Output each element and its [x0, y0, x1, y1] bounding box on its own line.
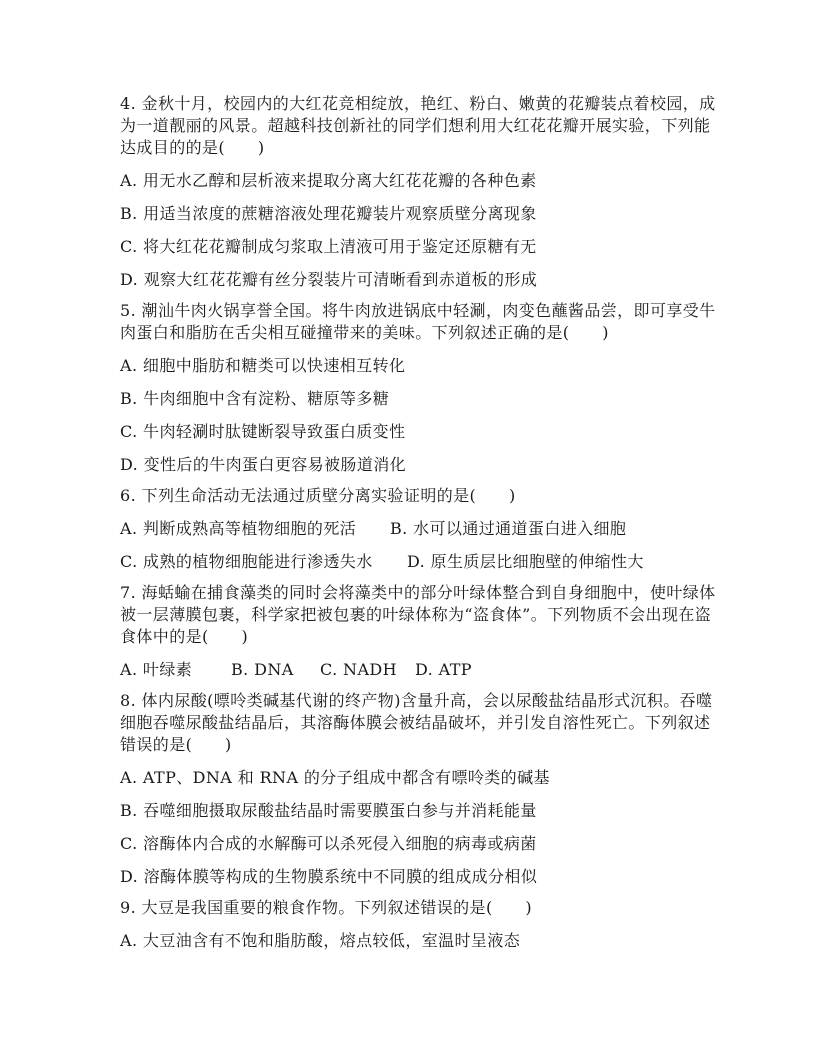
question-5-stem: 5. 潮汕牛肉火锅享誉全国。将牛肉放进锅底中轻涮，肉变色蘸酱品尝，即可享受牛肉蛋白和脂肪在舌尖相互碰撞带来的美味。下列叙述正确的是( )	[120, 301, 716, 342]
question-7-option-b: B. DNA	[231, 660, 294, 679]
question-6-option-a: A. 判断成熟高等植物细胞的死活	[120, 519, 357, 538]
question-6-option-b: B. 水可以通过通道蛋白进入细胞	[390, 519, 627, 538]
question-9-option-a: A. 大豆油含有不饱和脂肪酸，熔点较低，室温时呈液态	[120, 931, 521, 950]
question-8-option-d: D. 溶酶体膜等构成的生物膜系统中不同膜的组成成分相似	[120, 867, 538, 886]
question-8-option-c: C. 溶酶体内合成的水解酶可以杀死侵入细胞的病毒或病菌	[120, 834, 537, 853]
question-5-option-a: A. 细胞中脂肪和糖类可以快速相互转化	[120, 356, 406, 375]
question-7-option-a: A. 叶绿素	[120, 660, 193, 679]
question-5-option-c: C. 牛肉轻涮时肽键断裂导致蛋白质变性	[120, 422, 406, 441]
question-5-option-b: B. 牛肉细胞中含有淀粉、糖原等多糖	[120, 389, 390, 408]
question-8-option-a: A. ATP、DNA 和 RNA 的分子组成中都含有嘌呤类的碱基	[120, 768, 550, 787]
question-6-option-c: C. 成熟的植物细胞能进行渗透失水	[120, 552, 373, 571]
question-6-options-row-1	[120, 518, 720, 540]
question-4-stem: 4. 金秋十月，校园内的大红花竞相绽放，艳红、粉白、嫩黄的花瓣装点着校园，成为一道靓丽的风景。超越科技创新社的同学们想利用大红花花瓣开展实验，下列能达成目的的是( )	[120, 94, 716, 157]
question-6-option-d: D. 原生质层比细胞壁的伸缩性大	[407, 552, 644, 571]
question-6-stem: 6. 下列生命活动无法通过质壁分离实验证明的是( )	[120, 486, 516, 505]
question-8-option-b: B. 吞噬细胞摄取尿酸盐结晶时需要膜蛋白参与并消耗能量	[120, 801, 537, 820]
question-4-option-c: C. 将大红花花瓣制成匀浆取上清液可用于鉴定还原糖有无	[120, 237, 537, 256]
question-4-option-a: A. 用无水乙醇和层析液来提取分离大红花花瓣的各种色素	[120, 171, 537, 190]
question-9-stem: 9. 大豆是我国重要的粮食作物。下列叙述错误的是( )	[120, 898, 533, 917]
question-4-option-d: D. 观察大红花花瓣有丝分裂装片可清晰看到赤道板的形成	[120, 270, 538, 289]
question-7-stem: 7. 海蛞蝓在捕食藻类的同时会将藻类中的部分叶绿体整合到自身细胞中，使叶绿体被一层薄膜包裹，科学家把被包裹的叶绿体称为“盗食体”。下列物质不会出现在盗食体中的是( )	[120, 583, 716, 646]
question-8-stem: 8. 体内尿酸(嘌呤类碱基代谢的终产物)含量升高，会以尿酸盐结晶形式沉积。吞噬细胞吞噬尿酸盐结晶后，其溶酶体膜会被结晶破坏，并引发自溶性死亡。下列叙述错误的是( )	[120, 691, 713, 754]
exam-page	[120, 93, 720, 952]
question-7-option-c: C. NADH	[320, 660, 397, 679]
question-5-option-d: D. 变性后的牛肉蛋白更容易被肠道消化	[120, 455, 407, 474]
question-4-option-b: B. 用适当浓度的蔗糖溶液处理花瓣装片观察质壁分离现象	[120, 204, 537, 223]
question-6-options-row-2	[120, 551, 720, 573]
question-7-option-d: D. ATP	[415, 660, 472, 679]
question-7-options-row	[120, 659, 720, 681]
